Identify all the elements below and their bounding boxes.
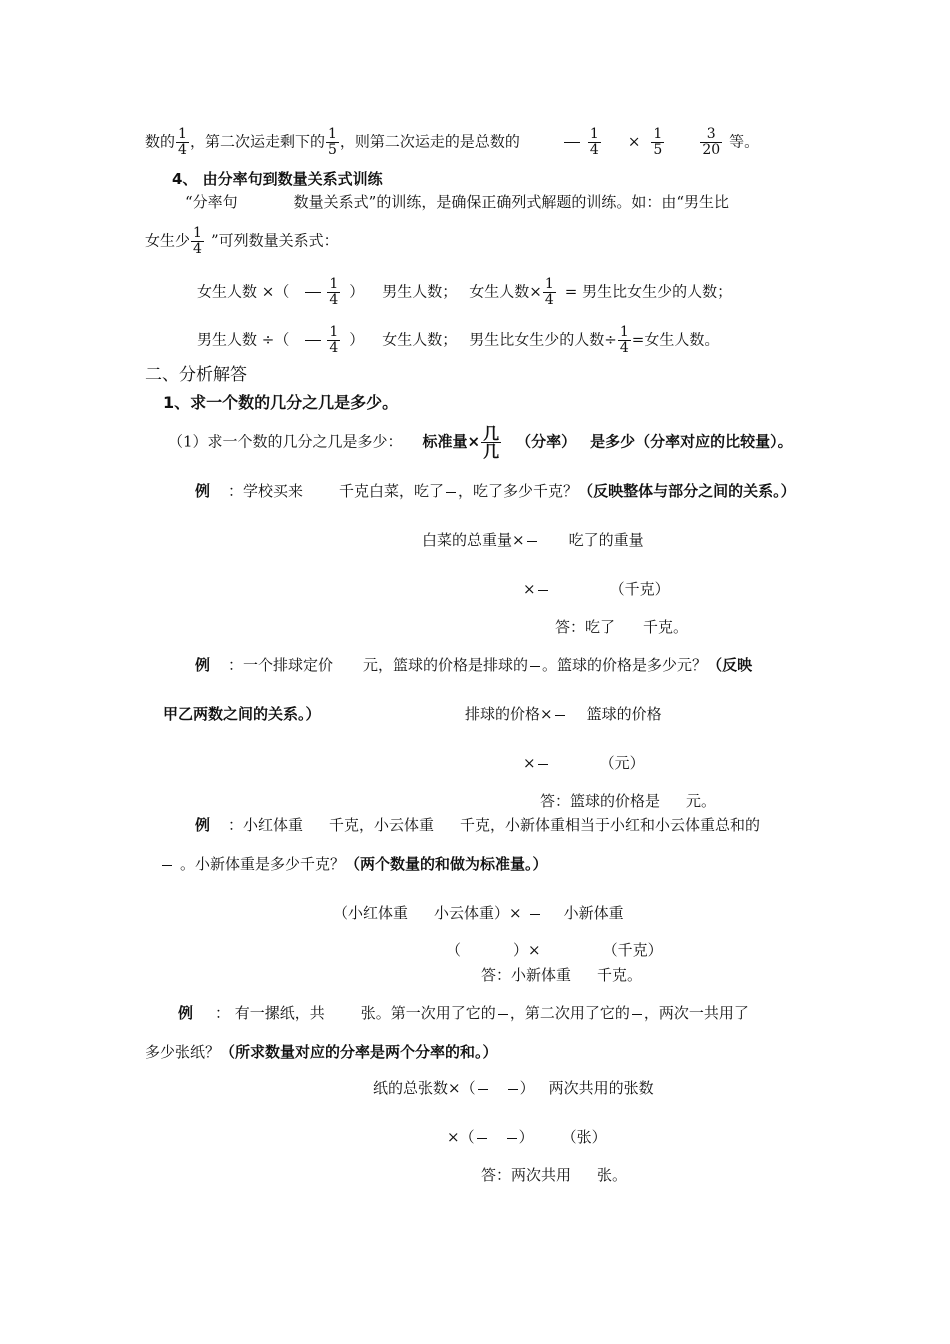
text: ，吃了多少千克？ — [458, 482, 579, 500]
question-1-subtitle — [168, 425, 793, 460]
text: 纸的总张数×（ — [373, 1079, 476, 1097]
blank-dash — [305, 292, 321, 293]
blank-dash — [530, 666, 540, 667]
blank-dash — [538, 764, 548, 765]
text: （分率） — [516, 432, 577, 451]
text: ，第二次运走剩下的 — [189, 132, 325, 151]
text: ：学校买来 — [228, 482, 304, 500]
example-2-calculation — [523, 753, 645, 773]
text: 白菜的总重量× — [422, 531, 525, 549]
blank-dash — [527, 541, 537, 542]
text: 两次共用的张数 — [548, 1079, 654, 1097]
text: 排球的价格× — [465, 705, 553, 723]
text: 。小新体重是多少千克？ — [180, 855, 346, 873]
text: 。篮球的价格是多少元？ — [542, 656, 708, 674]
example-3-question — [195, 815, 760, 835]
question-1-title: 1、求一个数的几分之几是多少。 — [163, 393, 399, 412]
text: （所求数量对应的分率是两个分率的和。） — [220, 1043, 498, 1061]
relation-equation-1 — [197, 277, 732, 308]
example-2-note: 甲乙两数之间的关系。） — [163, 705, 321, 723]
text: 答：小新体重 — [481, 966, 572, 984]
text: 千克。 — [643, 618, 689, 636]
text: 数量关系式”的训练，是确保正确列式解题的训练。如：由“男生比 — [293, 193, 730, 211]
text: 千克。 — [597, 966, 643, 984]
blank-dash — [477, 1138, 487, 1139]
text: 元。 — [686, 792, 717, 810]
blank-dash — [564, 142, 580, 143]
text: 小新体重 — [563, 904, 624, 922]
example-1-question — [195, 481, 796, 501]
blank-dash — [538, 590, 548, 591]
text: （反映整体与部分之间的关系。） — [578, 482, 796, 500]
fraction: $\frac{\text{几}}{\text{几}}$ — [483, 424, 500, 461]
fraction: $\frac{1}{4}$ — [589, 126, 599, 158]
text: ”可列数量关系式： — [210, 231, 339, 250]
fraction: $\frac{3}{20}$ — [702, 126, 721, 158]
text: 数的 — [145, 132, 176, 151]
text: ） — [349, 330, 365, 349]
example-3-calculation — [446, 940, 663, 960]
text: ：一个排球定价 — [228, 656, 334, 674]
text: 是多少（分率对应的比较量）。 — [590, 432, 793, 451]
example-4-question-cont — [145, 1042, 498, 1062]
fraction: $\frac{1}{5}$ — [327, 126, 337, 158]
blank-dash — [446, 492, 456, 493]
example-2-relation — [465, 704, 662, 724]
text: “分率句 — [185, 193, 238, 211]
part-2-title: 二、分析解答 — [145, 365, 247, 385]
blank-dash — [555, 715, 565, 716]
example-1-calculation — [523, 579, 670, 599]
text: （1）求一个数的几分之几是多少： — [168, 432, 403, 451]
text: （ — [446, 941, 462, 959]
text: × — [523, 754, 536, 772]
fraction: $\frac{1}{4}$ — [619, 324, 629, 356]
blank-dash — [507, 1138, 517, 1139]
text: ） — [349, 282, 365, 301]
text: ×（ — [447, 1128, 475, 1146]
text: 女生少 — [145, 231, 191, 250]
text: （两个数量的和做为标准量。） — [345, 855, 548, 873]
text: 女生人数 ×（ — [197, 282, 290, 301]
text: ） — [518, 1128, 534, 1146]
text: 男生人数； — [382, 282, 458, 301]
section-4-paragraph — [185, 192, 729, 212]
fraction: $\frac{1}{4}$ — [178, 126, 187, 158]
example-2-question — [195, 655, 752, 675]
text: 答：篮球的价格是 — [540, 792, 661, 810]
text: 篮球的价格 — [586, 705, 662, 723]
example-3-question-cont — [160, 854, 548, 874]
example-label: 例 — [195, 656, 211, 674]
text: 女生人数； — [382, 330, 458, 349]
blank-dash — [478, 1089, 488, 1090]
text: （元） — [599, 754, 645, 772]
text: 多少张纸？ — [145, 1043, 221, 1061]
text: ，则第二次运走的是总数的 — [339, 132, 520, 151]
section-4-paragraph-2 — [145, 226, 339, 257]
text: 千克，小云体重 — [329, 816, 435, 834]
example-4-answer — [481, 1165, 627, 1185]
relation-equation-2 — [197, 325, 719, 356]
fraction: $\frac{1}{4}$ — [329, 324, 339, 356]
text: × — [523, 580, 536, 598]
text: （反映 — [707, 656, 753, 674]
text: ） — [519, 1079, 535, 1097]
example-4-relation — [373, 1078, 654, 1098]
blank-dash — [632, 1014, 642, 1015]
text: 答：两次共用 — [481, 1166, 572, 1184]
example-1-answer — [555, 617, 688, 637]
example-2-answer — [540, 791, 716, 811]
fraction: $\frac{1}{5}$ — [653, 126, 663, 158]
text: 千克，小新体重相当于小红和小云体重总和的 — [460, 816, 761, 834]
text: 小云体重）× — [434, 904, 522, 922]
text: （千克） — [609, 580, 670, 598]
text: （千克） — [602, 941, 663, 959]
blank-dash — [305, 340, 321, 341]
example-label: 例 — [178, 1004, 194, 1022]
text: ，第二次用了它的 — [509, 1004, 630, 1022]
text: ：小红体重 — [228, 816, 304, 834]
example-label: 例 — [195, 482, 211, 500]
blank-dash — [162, 865, 172, 866]
text: 女生人数× — [469, 282, 542, 301]
text: 答：吃了 — [555, 618, 616, 636]
text: = 男生比女生少的人数； — [564, 282, 733, 301]
example-4-calculation — [447, 1127, 607, 1147]
line-transport-fraction — [145, 127, 759, 158]
fraction: $\frac{1}{4}$ — [193, 225, 202, 257]
text: ，两次一共用了 — [643, 1004, 749, 1022]
fraction: $\frac{1}{4}$ — [329, 276, 339, 308]
text: 吃了的重量 — [568, 531, 644, 549]
text: 张。 — [597, 1166, 628, 1184]
times-sign: × — [627, 132, 641, 151]
text: ： 有一摞纸，共 — [215, 1004, 325, 1022]
fraction: $\frac{1}{4}$ — [544, 276, 554, 308]
section-4-title: 4、 由分率句到数量关系式训练 — [172, 170, 383, 188]
blank-dash — [530, 914, 540, 915]
blank-dash — [508, 1089, 518, 1090]
text: 千克白菜，吃了 — [339, 482, 445, 500]
example-3-relation — [333, 903, 624, 923]
text: 元，篮球的价格是排球的 — [363, 656, 529, 674]
example-1-relation — [422, 530, 644, 550]
text: （小红体重 — [333, 904, 409, 922]
text: 等。 — [729, 132, 760, 151]
example-3-answer — [481, 965, 642, 985]
text: 标准量× — [422, 432, 481, 451]
text: 张。第一次用了它的 — [360, 1004, 496, 1022]
example-label: 例 — [195, 816, 211, 834]
text: ）× — [513, 941, 541, 959]
text: （张） — [561, 1128, 607, 1146]
text: 男生比女生少的人数÷ — [469, 330, 617, 349]
text: 男生人数 ÷（ — [197, 330, 290, 349]
example-4-question — [178, 1003, 749, 1023]
blank-dash — [498, 1014, 508, 1015]
text: =女生人数。 — [631, 330, 720, 349]
